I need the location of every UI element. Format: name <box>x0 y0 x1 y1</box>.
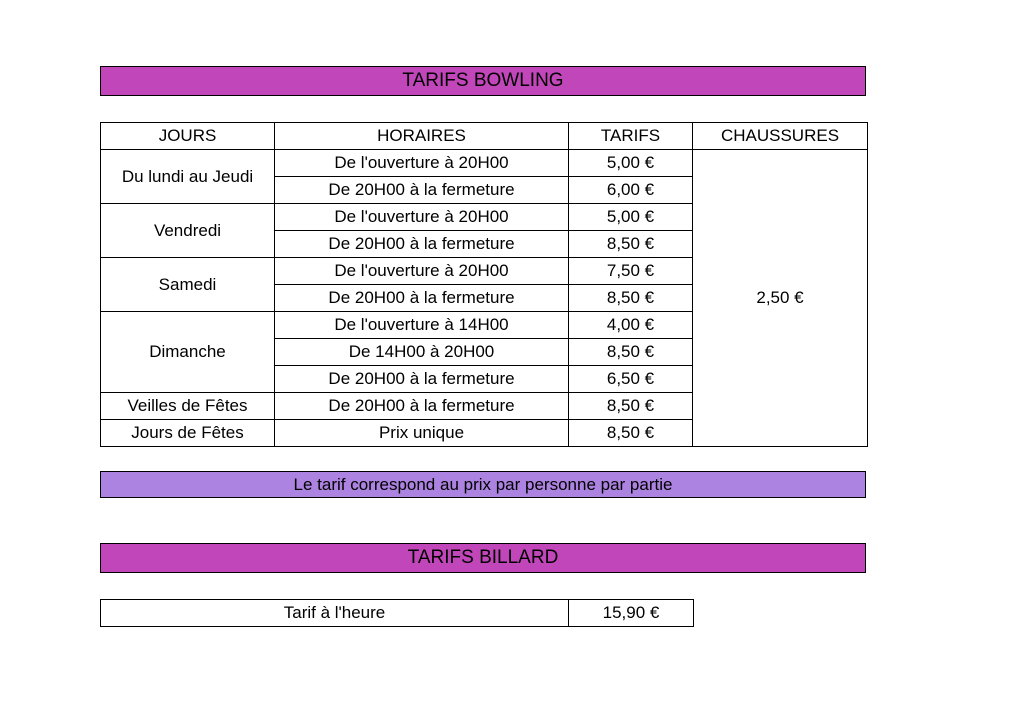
day-cell: Samedi <box>101 258 275 312</box>
bowling-table-body <box>101 150 868 447</box>
bowling-title-banner <box>100 66 866 96</box>
tarif-cell: 7,50 € <box>569 258 693 285</box>
day-cell: Vendredi <box>101 204 275 258</box>
tarif-cell: 4,00 € <box>569 312 693 339</box>
table-row <box>101 150 868 177</box>
billard-label: Tarif à l'heure <box>101 600 569 627</box>
horaire-cell: De 20H00 à la fermeture <box>275 366 569 393</box>
tarif-cell: 8,50 € <box>569 393 693 420</box>
horaire-cell: De l'ouverture à 20H00 <box>275 204 569 231</box>
horaire-cell: De l'ouverture à 20H00 <box>275 150 569 177</box>
tarif-cell: 5,00 € <box>569 204 693 231</box>
horaire-cell: De l'ouverture à 14H00 <box>275 312 569 339</box>
table-row <box>101 600 694 627</box>
header-chaussures: CHAUSSURES <box>693 123 868 150</box>
price-note: Le tarif correspond au prix par personne par partie <box>293 475 673 494</box>
tarif-cell: 8,50 € <box>569 339 693 366</box>
day-cell: Dimanche <box>101 312 275 393</box>
billard-title-banner <box>100 543 866 573</box>
horaire-cell: De 20H00 à la fermeture <box>275 285 569 312</box>
table-header-row <box>101 123 868 150</box>
day-cell: Du lundi au Jeudi <box>101 150 275 204</box>
tarif-cell: 5,00 € <box>569 150 693 177</box>
horaire-cell: De 20H00 à la fermeture <box>275 231 569 258</box>
horaire-cell: De l'ouverture à 20H00 <box>275 258 569 285</box>
day-cell: Jours de Fêtes <box>101 420 275 447</box>
horaire-cell: De 20H00 à la fermeture <box>275 177 569 204</box>
horaire-cell: Prix unique <box>275 420 569 447</box>
tarif-cell: 8,50 € <box>569 420 693 447</box>
bowling-title: TARIFS BOWLING <box>402 70 564 91</box>
tarif-cell: 6,00 € <box>569 177 693 204</box>
tarif-cell: 6,50 € <box>569 366 693 393</box>
billard-price-table <box>100 599 694 627</box>
tarif-cell: 8,50 € <box>569 285 693 312</box>
billard-price: 15,90 € <box>569 600 694 627</box>
header-tarifs: TARIFS <box>569 123 693 150</box>
bowling-price-table <box>100 122 868 447</box>
billard-title: TARIFS BILLARD <box>407 547 559 568</box>
header-horaires: HORAIRES <box>275 123 569 150</box>
price-note-banner <box>100 471 866 498</box>
tarif-cell: 8,50 € <box>569 231 693 258</box>
day-cell: Veilles de Fêtes <box>101 393 275 420</box>
header-jours: JOURS <box>101 123 275 150</box>
horaire-cell: De 20H00 à la fermeture <box>275 393 569 420</box>
chaussures-price-cell: 2,50 € <box>693 150 868 447</box>
horaire-cell: De 14H00 à 20H00 <box>275 339 569 366</box>
